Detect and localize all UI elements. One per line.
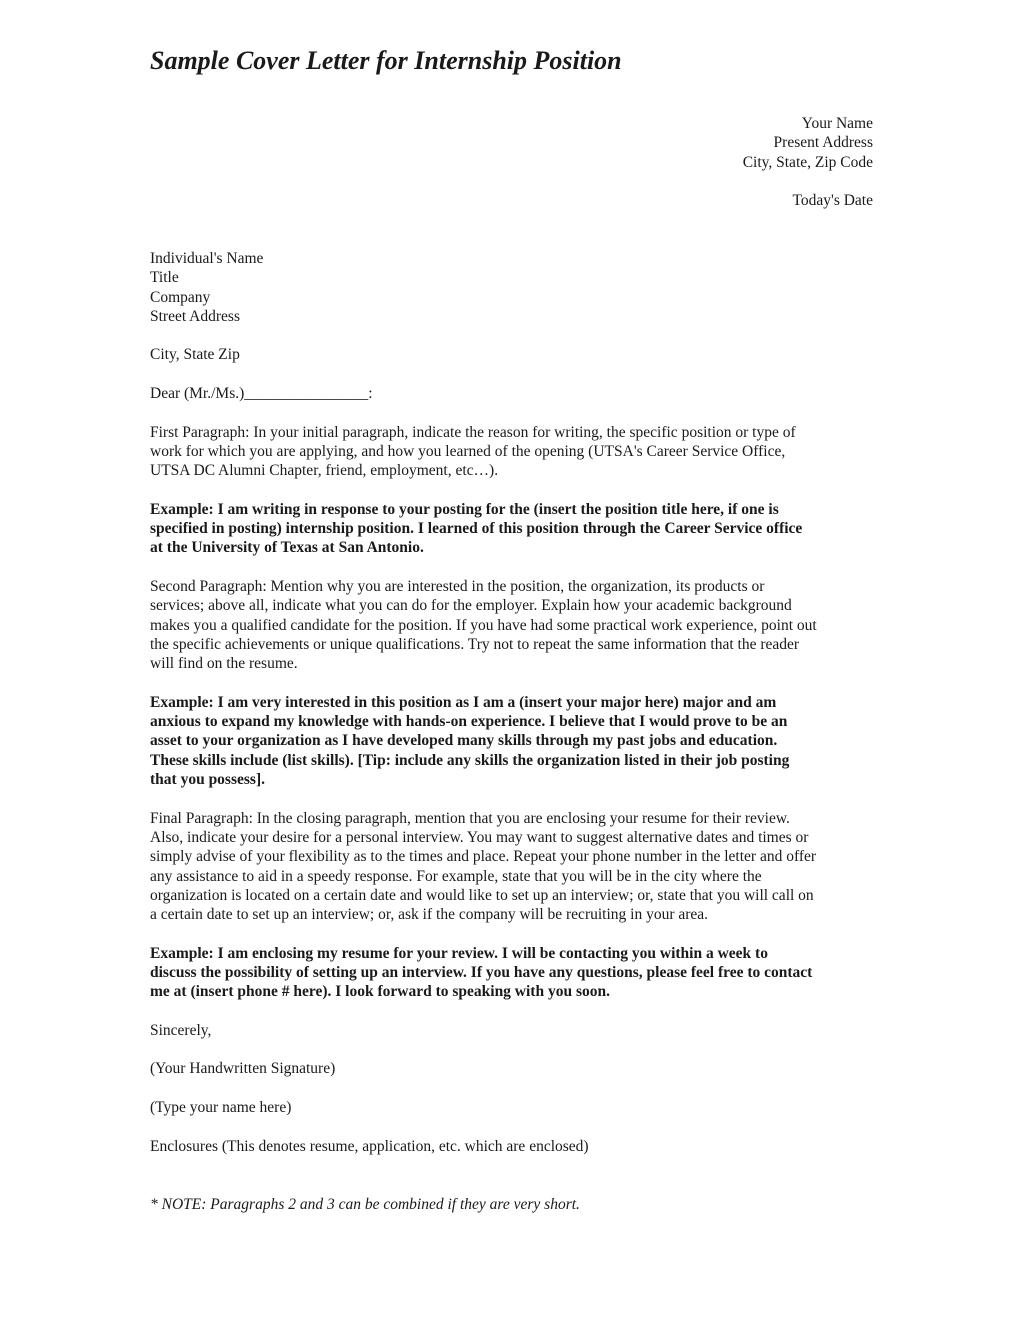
sender-city: City, State, Zip Code bbox=[742, 153, 873, 171]
example-paragraph-1 bbox=[150, 500, 874, 558]
paragraph-line: Example: I am writing in response to your posting for the (insert the position title here, if one is bbox=[150, 500, 779, 518]
paragraph-line: anxious to expand my knowledge with hands-on experience. I believe that I would prove to be an bbox=[150, 713, 788, 731]
recipient-company: Company bbox=[150, 288, 211, 306]
paragraph-line: makes you a qualified candidate for the position. If you have had some practical work experience, point out bbox=[150, 616, 817, 634]
paragraph-line: simply advise of your flexibility as to the times and place. Repeat your phone number in the letter and offer bbox=[150, 848, 817, 866]
recipient-city: City, State Zip bbox=[150, 346, 240, 364]
paragraph-line: These skills include (list skills). [Tip: include any skills the organization listed in their job posting bbox=[150, 751, 790, 769]
paragraph-line: Final Paragraph: In the closing paragraph, mention that you are enclosing your resume for their review. bbox=[150, 809, 790, 827]
example-paragraph-3 bbox=[150, 944, 874, 1002]
recipient-name: Individual's Name bbox=[150, 250, 264, 267]
closing-enclosures: Enclosures (This denotes resume, application, etc. which are enclosed) bbox=[150, 1137, 589, 1155]
paragraph-line: at the University of Texas at San Antonio. bbox=[150, 539, 424, 557]
sender-block bbox=[743, 114, 873, 210]
paragraph-line: Example: I am very interested in this position as I am a (insert your major here) major and am bbox=[150, 693, 777, 711]
recipient-block bbox=[150, 249, 874, 365]
paragraph-line: that you possess]. bbox=[150, 771, 265, 789]
paragraph-line: asset to your organization as I have developed many skills through my past jobs and education. bbox=[150, 732, 778, 750]
paragraph-line: Also, indicate your desire for a personal interview. You may want to suggest alternative dates and times or bbox=[150, 828, 809, 846]
paragraph-line: specified in posting) internship position. I learned of this position through the Career Service office bbox=[150, 520, 803, 538]
paragraph-line: Example: I am enclosing my resume for your review. I will be contacting you within a week to bbox=[150, 944, 768, 962]
paragraph-line: Second Paragraph: Mention why you are interested in the position, the organization, its products or bbox=[150, 578, 765, 596]
paragraph-line: the specific achievements or unique qualifications. Try not to repeat the same information that the reader bbox=[150, 635, 800, 653]
sender-date: Today's Date bbox=[792, 192, 873, 210]
paragraph-line: UTSA DC Alumni Chapter, friend, employment, etc…). bbox=[150, 462, 499, 480]
salutation: Dear (Mr./Ms.)________________: bbox=[150, 385, 373, 403]
footnote: * NOTE: Paragraphs 2 and 3 can be combined if they are very short. bbox=[150, 1195, 580, 1213]
closing-signature: (Your Handwritten Signature) bbox=[150, 1060, 336, 1078]
sender-name: Your Name bbox=[801, 115, 873, 132]
paragraph-line: will find on the resume. bbox=[150, 655, 298, 673]
closing-sincerely: Sincerely, bbox=[150, 1021, 212, 1039]
paragraph-line: work for which you are applying, and how you learned of the opening (UTSA's Career Service Office, bbox=[150, 442, 786, 460]
recipient-street: Street Address bbox=[150, 307, 240, 325]
page-title: Sample Cover Letter for Internship Position bbox=[150, 46, 622, 75]
final-paragraph bbox=[150, 809, 874, 925]
paragraph-line: discuss the possibility of setting up an interview. If you have any questions, please feel free to contact bbox=[150, 963, 813, 981]
paragraph-line: organization is located on a certain date and would like to set up an interview; or, state that you will call on bbox=[150, 886, 814, 904]
paragraph-line: me at (insert phone # here). I look forward to speaking with you soon. bbox=[150, 983, 610, 1001]
letter-body bbox=[150, 249, 874, 1214]
second-paragraph bbox=[150, 577, 874, 673]
paragraph-line: services; above all, indicate what you can do for the employer. Explain how your academic background bbox=[150, 597, 792, 615]
closing-typed-name: (Type your name here) bbox=[150, 1099, 292, 1117]
recipient-title: Title bbox=[150, 269, 179, 287]
paragraph-line: a certain date to set up an interview; or, ask if the company will be recruiting in your area. bbox=[150, 906, 709, 924]
paragraph-line: First Paragraph: In your initial paragraph, indicate the reason for writing, the specific position or type of bbox=[150, 423, 796, 441]
example-paragraph-2 bbox=[150, 693, 874, 789]
paragraph-line: any assistance to aid in a speedy response. For example, state that you will be in the city where the bbox=[150, 867, 762, 885]
sender-address: Present Address bbox=[773, 134, 873, 152]
first-paragraph bbox=[150, 423, 874, 481]
